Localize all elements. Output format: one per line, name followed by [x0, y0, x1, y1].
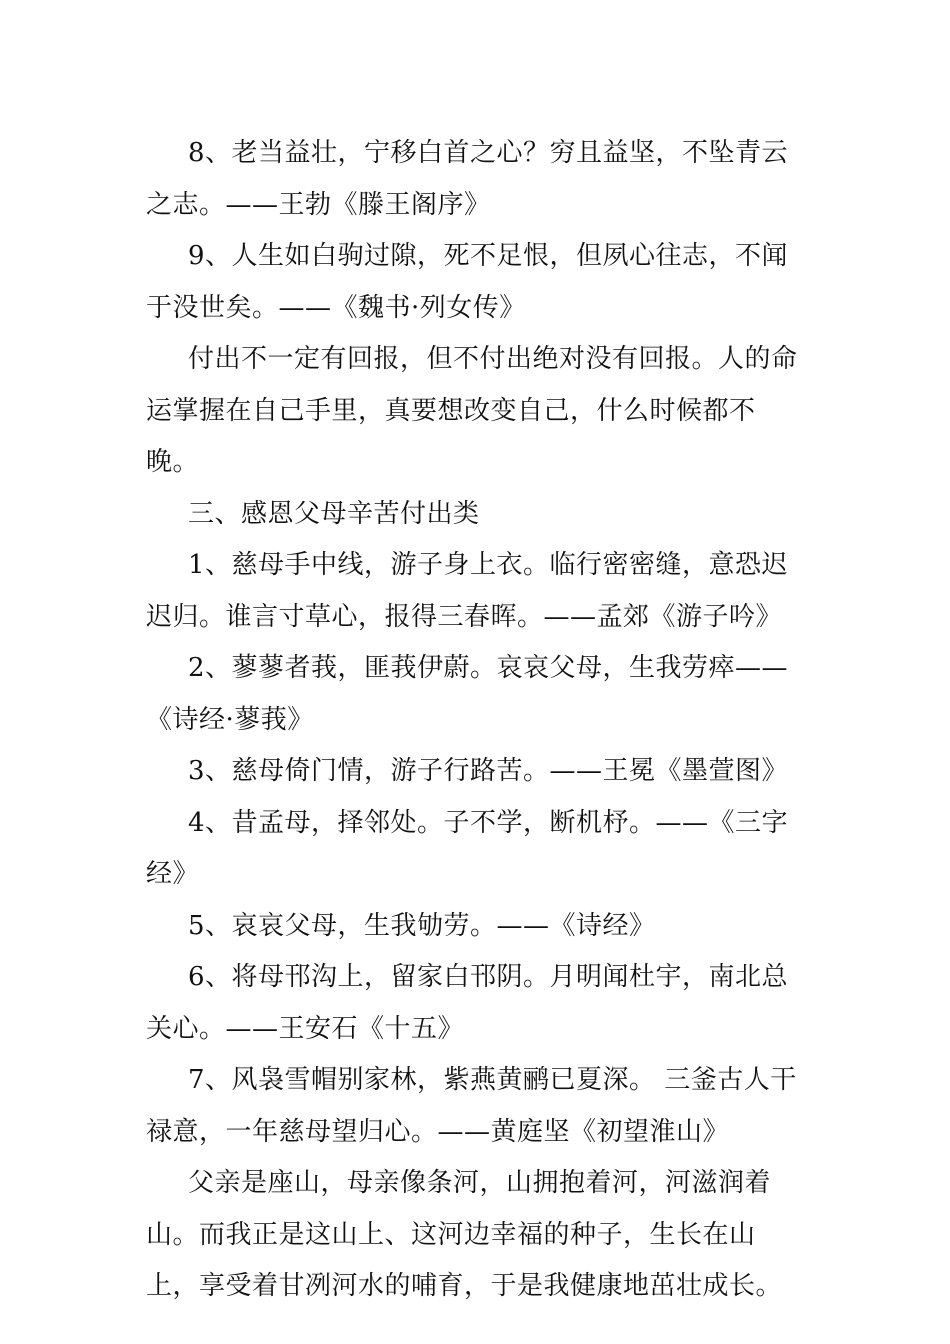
paragraph-closing: 父亲是座山，母亲像条河，山拥抱着河，河滋润着山。而我正是这山上、这河边幸福的种子，生长在山上，享受着甘冽河水的哺育，于是我健康地茁壮成长。 [146, 1168, 783, 1301]
paragraph-quote-4: 4、昔孟母，择邻处。子不学，断机杼。——《三字经》 [146, 807, 789, 889]
paragraph-quote-9: 9、人生如白驹过隙，死不足恨，但夙心往志，不闻于没世矣。——《魏书·列女传》 [146, 241, 789, 323]
paragraph-quote-8: 8、老当益壮，宁移白首之心？穷且益坚，不坠青云之志。——王勃《滕王阁序》 [146, 138, 789, 220]
section-heading: 三、感恩父母辛苦付出类 [188, 498, 480, 529]
paragraph-quote-6: 6、将母邗沟上，留家白邗阴。月明闻杜宇，南北总关心。——王安石《十五》 [146, 962, 789, 1044]
paragraph-quote-5: 5、哀哀父母，生我劬劳。——《诗经》 [188, 910, 656, 941]
paragraph-quote-1: 1、慈母手中线，游子身上衣。临行密密缝，意恐迟迟归。谁言寸草心，报得三春晖。——孟郊《游子吟》 [146, 550, 789, 632]
paragraph-quote-2: 2、蓼蓼者莪，匪莪伊蔚。哀哀父母，生我劳瘁——《诗经·蓼莪》 [146, 653, 789, 735]
paragraph-quote-7: 7、风袅雪帽别家林，紫燕黄鹂已夏深。 三釜古人干禄意，一年慈母望归心。——黄庭坚《初望淮山》 [146, 1065, 797, 1147]
document-body [146, 128, 808, 1313]
paragraph-reflection: 付出不一定有回报，但不付出绝对没有回报。人的命运掌握在自己手里，真要想改变自己，什么时候都不晚。 [146, 344, 798, 477]
paragraph-quote-3: 3、慈母倚门情，游子行路苦。——王冕《墨萱图》 [188, 756, 789, 786]
